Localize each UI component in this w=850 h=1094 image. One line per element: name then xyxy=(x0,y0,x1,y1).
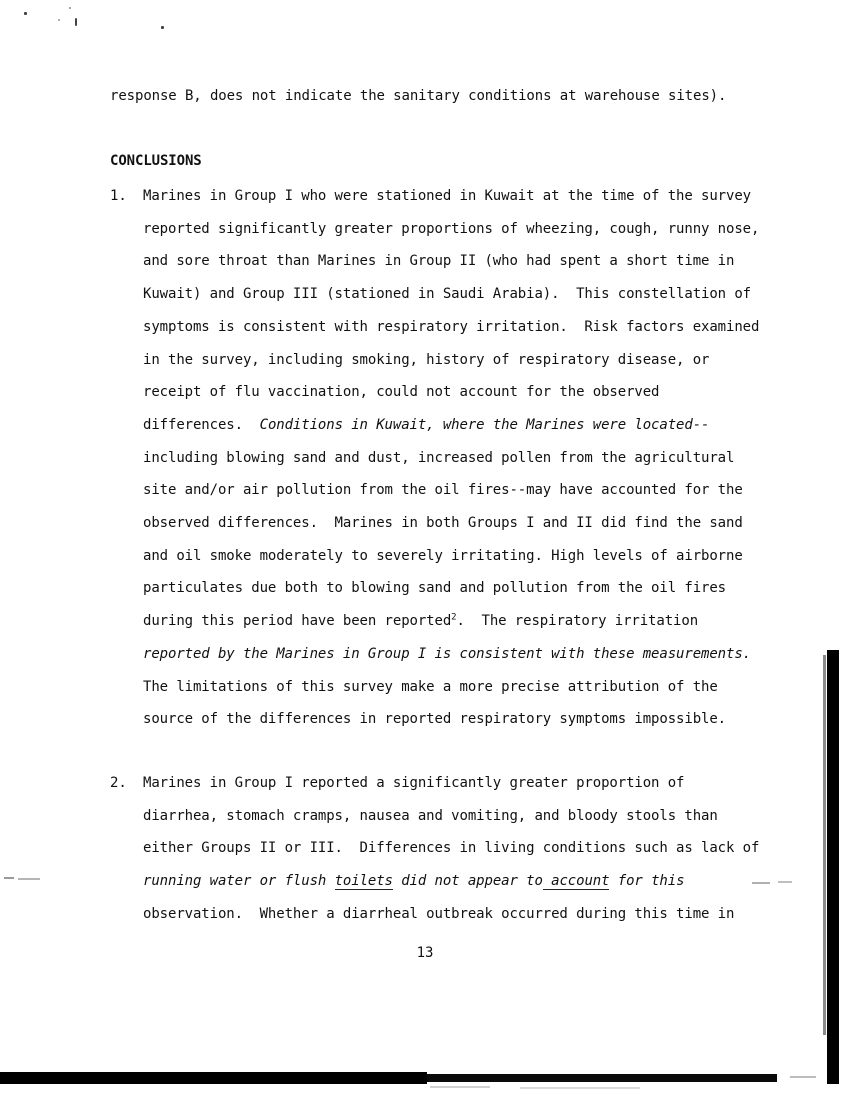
item-text xyxy=(143,180,800,736)
item-number: 1. xyxy=(110,188,127,204)
item-number: 2. xyxy=(110,775,127,791)
text-line: and sore throat than Marines in Group II (who had spent a short time in xyxy=(143,253,735,270)
conclusion-item-1 xyxy=(110,180,800,736)
scan-speck xyxy=(24,12,27,15)
intro-line: response B, does not indicate the sanitary conditions at warehouse sites). xyxy=(110,88,727,104)
text-line: diarrhea, stomach cramps, nausea and vomiting, and bloody stools than xyxy=(143,807,718,824)
page-number: 13 xyxy=(416,945,434,961)
text-line: observed differences. Marines in both Groups I and II did find the sand xyxy=(143,515,743,532)
text-line: in the survey, including smoking, history of respiratory disease, or xyxy=(143,351,710,368)
text-line: reported significantly greater proportions of wheezing, cough, runny nose, xyxy=(143,220,760,237)
scan-speck xyxy=(75,18,77,26)
text-line: site and/or air pollution from the oil fires--may have accounted for the xyxy=(143,482,743,499)
scan-mark xyxy=(4,877,14,879)
text-line: differences. Conditions in Kuwait, where the Marines were located-- xyxy=(143,416,710,433)
text-line: Kuwait) and Group III (stationed in Saudi Arabia). This constellation of xyxy=(143,286,751,303)
scan-speck xyxy=(58,19,60,21)
text-line: either Groups II or III. Differences in living conditions such as lack of xyxy=(143,840,760,857)
item-text xyxy=(143,767,800,931)
text-line: during this period have been reported$^2$. The respiratory irritation xyxy=(143,612,699,630)
scan-dash xyxy=(520,1087,640,1089)
scan-dash xyxy=(430,1086,490,1088)
scan-bar-bottom xyxy=(0,1072,427,1084)
text-line: observation. Whether a diarrheal outbreak occurred during this time in xyxy=(143,905,735,922)
conclusion-item-2 xyxy=(110,767,800,931)
scan-dash xyxy=(790,1076,816,1078)
text-line: particulates due both to blowing sand and pollution from the oil fires xyxy=(143,580,727,597)
text-line: running water or flush toilets did not appear to account for this xyxy=(143,873,685,890)
scan-mark xyxy=(778,881,792,883)
scan-mark xyxy=(752,882,770,884)
text-line: including blowing sand and dust, increased pollen from the agricultural xyxy=(143,449,735,466)
intro-paragraph xyxy=(110,80,790,113)
scan-speck xyxy=(69,7,71,9)
scan-bar-vertical-edge xyxy=(823,655,826,1035)
text-line: Marines in Group I who were stationed in Kuwait at the time of the survey xyxy=(143,188,751,204)
scan-mark xyxy=(18,878,40,880)
text-line: and oil smoke moderately to severely irritating. High levels of airborne xyxy=(143,547,743,564)
text-line: reported by the Marines in Group I is consistent with these measurements. xyxy=(143,645,751,662)
text-line: source of the differences in reported respiratory symptoms impossible. xyxy=(143,711,727,728)
scan-speck xyxy=(161,26,164,29)
text-line: Marines in Group I reported a significantly greater proportion of xyxy=(143,775,685,791)
scan-bar-vertical xyxy=(827,650,839,1084)
text-line: receipt of flu vaccination, could not account for the observed xyxy=(143,384,660,401)
scan-bar-bottom-fragment xyxy=(427,1074,777,1082)
text-line: The limitations of this survey make a more precise attribution of the xyxy=(143,678,718,695)
conclusions-heading: CONCLUSIONS xyxy=(110,153,202,169)
text-line: symptoms is consistent with respiratory irritation. Risk factors examined xyxy=(143,318,760,335)
